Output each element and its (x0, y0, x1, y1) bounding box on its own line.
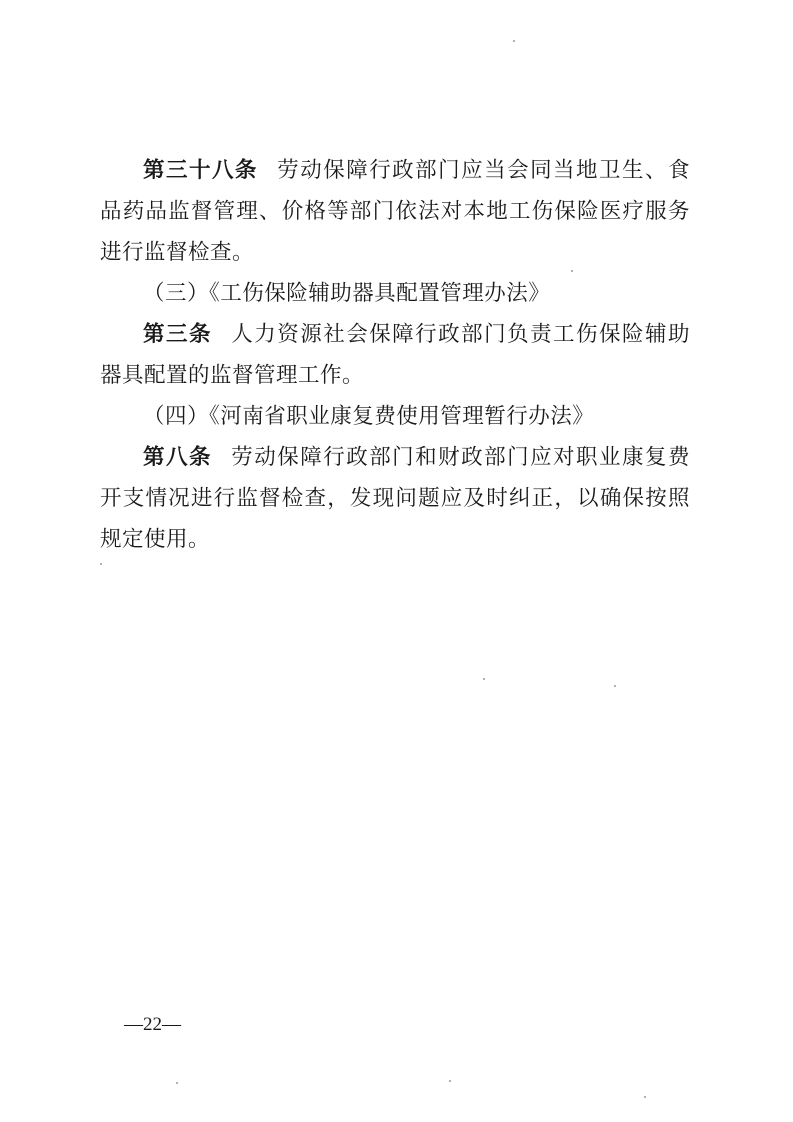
scan-speck (614, 685, 616, 687)
article-3-text: 人力资源社会保障行政部门负责工伤保险辅助器具配置的监督管理工作。 (100, 322, 690, 388)
section-4-heading: （四）《河南省职业康复费使用管理暂行办法》 (143, 404, 595, 429)
document-body (100, 150, 690, 560)
page-number: —22— (124, 1014, 181, 1035)
article-38-paragraph (100, 150, 690, 273)
article-8-paragraph (100, 437, 690, 560)
article-3-paragraph (100, 314, 690, 396)
scan-speck (483, 678, 485, 680)
section-3-heading: （三）《工伤保险辅助器具配置管理办法》 (143, 281, 551, 306)
article-38-title: 第三十八条 (143, 158, 258, 183)
scan-speck (176, 1082, 178, 1084)
article-8-text: 劳动保障行政部门和财政部门应对职业康复费开支情况进行监督检查，发现问题应及时纠正，以确保按照规定使用。 (100, 445, 690, 552)
scan-speck (571, 270, 573, 272)
scan-speck (100, 563, 102, 565)
scan-speck (449, 1080, 451, 1082)
article-8-title: 第八条 (143, 445, 212, 470)
article-3-title: 第三条 (143, 322, 212, 347)
scan-speck (644, 1096, 646, 1098)
article-38-text: 劳动保障行政部门应当会同当地卫生、食品药品监督管理、价格等部门依法对本地工伤保险医疗服务进行监督检查。 (100, 158, 690, 265)
scan-speck (513, 40, 515, 42)
